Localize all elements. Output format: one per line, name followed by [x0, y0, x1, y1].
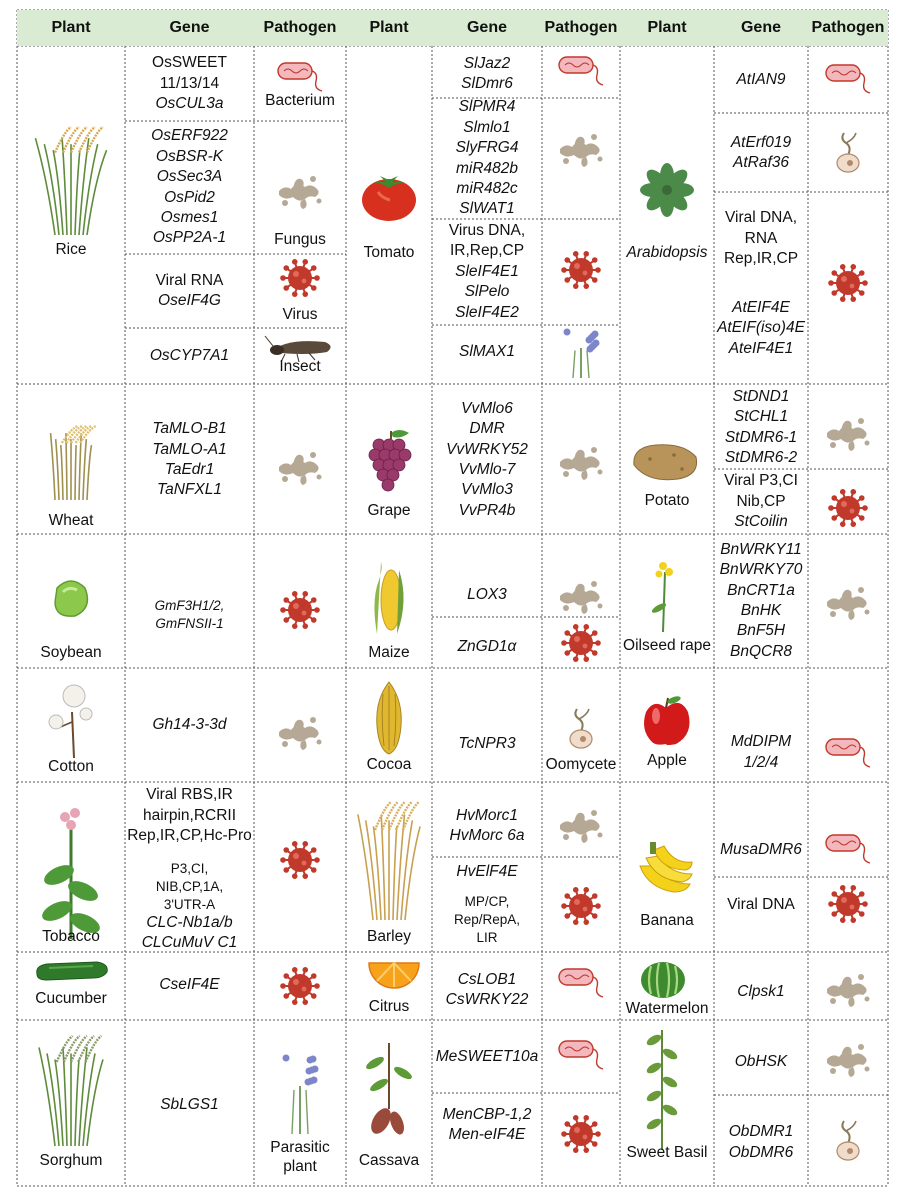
gene-name: Osmes1 — [160, 208, 219, 226]
gene-name: MP/CP, — [464, 894, 510, 910]
pathogen-label-insect: Insect — [279, 358, 321, 375]
pathogen-label-parasitic-plant: Parasitic plant — [270, 1139, 330, 1176]
gene-list-ara-virus-b — [714, 285, 808, 372]
gene-list-tom-bact — [432, 50, 542, 98]
gene-name: TcNPR3 — [458, 734, 516, 752]
gene-name: CsWRKY22 — [445, 991, 529, 1008]
plant-name-banana: Banana — [640, 912, 694, 929]
header-pathogen-3: Pathogen — [808, 10, 888, 46]
sorghum-icon — [35, 1034, 107, 1146]
gene-list-barley-virus-a — [432, 860, 542, 885]
gene-name: SlDmr6 — [461, 75, 513, 92]
gene-list-cassava-virus — [432, 1100, 542, 1150]
gene-name: CsLOB1 — [457, 970, 517, 988]
watermelon-icon — [639, 960, 687, 1000]
gene-name: StCoilin — [734, 513, 788, 531]
oomycete-icon — [563, 705, 599, 751]
gene-name: OseIF4G — [158, 292, 221, 309]
fungus-icon — [556, 129, 606, 171]
fungus-icon — [275, 171, 325, 213]
pathogen-label-fungus: Fungus — [274, 231, 326, 248]
gene-name: IR,Rep,CP — [449, 242, 525, 260]
gene-name: OsCUL3a — [155, 95, 224, 113]
gene-name: MusaDMR6 — [720, 840, 802, 858]
header-gene-2: Gene — [432, 10, 542, 46]
bacterium-icon — [824, 735, 872, 769]
wheat-icon — [48, 424, 94, 500]
plant-name-sorghum: Sorghum — [39, 1152, 103, 1169]
gene-list-watermelon — [714, 975, 808, 1010]
gene-list-banana-virus — [714, 890, 808, 920]
virus-icon — [280, 966, 320, 1006]
plant-name-tobacco: Tobacco — [42, 928, 100, 945]
gene-name: StDMR6-2 — [724, 448, 798, 466]
gene-list-ara-bact — [714, 60, 808, 100]
plant-name-potato: Potato — [644, 492, 690, 509]
gene-list-tom-fung — [432, 98, 542, 219]
gene-name: OsERF922 — [151, 127, 228, 145]
apple-icon — [640, 694, 692, 746]
fungus-icon — [275, 447, 325, 489]
bacterium-icon — [557, 53, 605, 87]
gene-name: TaEdr1 — [164, 461, 215, 478]
gene-name: StDMR6-1 — [724, 428, 798, 446]
sweet-basil-icon — [642, 1030, 682, 1150]
fungus-icon — [275, 712, 325, 754]
gene-list-cucumber — [125, 970, 254, 1000]
plant-name-rice: Rice — [55, 241, 87, 258]
gene-list-barley-virus-b — [432, 890, 542, 950]
bacterium-icon — [557, 965, 605, 999]
gene-name: BnWRKY11 — [720, 540, 802, 558]
gene-name: ObDMR6 — [728, 1143, 794, 1161]
oomycete-icon — [830, 129, 866, 175]
gene-name: BnQCR8 — [729, 642, 793, 660]
gene-name: Virus DNA, — [448, 221, 526, 239]
gene-name: GmF3H1/2, — [154, 598, 225, 614]
pathogen-label-oomycete: Oomycete — [545, 756, 617, 773]
gene-name: OsPP2A-1 — [152, 229, 227, 247]
gene-name: BnWRKY70 — [719, 561, 803, 579]
maize-icon — [369, 560, 409, 640]
gene-name: Rep,IR,CP,Hc-Pro — [127, 827, 252, 845]
gene-name: TaNFXL1 — [157, 481, 222, 499]
gene-name: AteIF4E1 — [728, 339, 794, 357]
gene-name: NIB,CP,1A, — [155, 879, 224, 895]
gene-list-basil-oomy — [714, 1110, 808, 1175]
gene-name: Rep/RepA, — [453, 912, 521, 928]
parasitic-plant-icon — [280, 1054, 320, 1134]
gene-list-potato-fung — [714, 387, 808, 466]
tobacco-icon — [41, 805, 101, 939]
oilseed-rape-icon — [649, 560, 679, 632]
plant-name-maize: Maize — [368, 644, 410, 661]
gene-name: Nib,CP — [736, 492, 786, 510]
plant-name-grape: Grape — [367, 502, 411, 519]
gene-name: DMR — [469, 420, 505, 438]
gene-name: OsPid2 — [164, 188, 215, 206]
gene-name: ZnGD1α — [457, 638, 517, 656]
virus-icon — [828, 884, 868, 924]
gene-name: BnHK — [740, 602, 782, 619]
gene-name: SlWAT1 — [459, 200, 515, 218]
parasitic-plant-icon — [561, 328, 601, 378]
gene-name: SlPelo — [464, 283, 510, 301]
plant-name-apple: Apple — [647, 752, 687, 769]
cocoa-icon — [373, 680, 405, 756]
gene-name: CLC-Nb1a/b — [146, 913, 233, 931]
gene-name: TaMLO-B1 — [152, 420, 227, 438]
plant-name-soybean: Soybean — [40, 644, 102, 661]
gene-list-rice-virus — [125, 254, 254, 328]
gene-name: Viral RBS,IR — [146, 786, 233, 804]
gene-name: SleIF4E1 — [455, 262, 519, 280]
gene-list-apple — [714, 730, 808, 775]
gene-name: VvMlo3 — [461, 481, 513, 499]
virus-icon — [280, 590, 320, 630]
gene-list-grape — [432, 395, 542, 525]
gene-name: BnCRT1a — [727, 581, 795, 599]
citrus-icon — [367, 959, 421, 993]
bacterium-icon — [824, 61, 872, 95]
header-pathogen-2: Pathogen — [542, 10, 620, 46]
gene-name: miR482b — [455, 159, 519, 177]
gene-name: SlMAX1 — [459, 343, 515, 361]
gene-name: AtIAN9 — [736, 70, 786, 88]
gene-list-tob-b — [125, 858, 254, 916]
gene-list-ara-oomy — [714, 118, 808, 188]
cucumber-icon — [33, 960, 109, 980]
plant-name-arabidopsis: Arabidopsis — [626, 244, 708, 261]
gene-name: VvMlo-7 — [458, 461, 516, 478]
gene-name: RNA — [744, 229, 778, 247]
gene-list-rice-bact — [125, 47, 254, 121]
gene-name: Viral DNA — [727, 895, 795, 913]
gene-name: 1/2/4 — [743, 753, 779, 771]
gene-name: OsSWEET — [152, 54, 227, 72]
fungus-icon — [823, 1039, 873, 1081]
plant-name-cocoa: Cocoa — [366, 756, 412, 773]
gene-name: OsCYP7A1 — [149, 346, 230, 364]
gene-name: MdDIPM — [730, 733, 792, 751]
plant-name-watermelon: Watermelon — [625, 1000, 709, 1017]
gene-name: LOX3 — [467, 585, 507, 603]
gene-name: Clpsk1 — [737, 983, 785, 1001]
gene-list-wheat — [125, 400, 254, 520]
virus-icon — [561, 250, 601, 290]
plant-name-sweet-basil: Sweet Basil — [626, 1144, 708, 1161]
gene-name: ObHSK — [734, 1053, 788, 1071]
rice-plant-icon — [31, 125, 111, 235]
oomycete-icon — [830, 1117, 866, 1163]
gene-name: GmFNSII-1 — [155, 616, 224, 631]
gene-name: HvMorc 6a — [449, 827, 525, 844]
header-gene-1: Gene — [125, 10, 254, 46]
gene-name: Viral DNA, — [724, 209, 798, 227]
gene-list-cotton — [125, 705, 254, 745]
barley-icon — [354, 800, 424, 920]
gene-list-tom-para — [432, 325, 542, 380]
grape-icon — [361, 425, 417, 495]
gene-name: VvPR4b — [458, 501, 516, 519]
gene-name: StCHL1 — [733, 408, 789, 426]
virus-icon — [280, 840, 320, 880]
gene-name: Slmlo1 — [463, 118, 511, 136]
gene-name: OsSec3A — [156, 168, 223, 186]
gene-list-potato-virus — [714, 474, 808, 530]
gene-list-banana-bact — [714, 830, 808, 870]
header-plant-2: Plant — [346, 10, 432, 46]
gene-list-tob-a — [125, 786, 254, 846]
gene-name: OsBSR-K — [155, 147, 224, 165]
potato-icon — [628, 441, 700, 483]
gene-name: miR482c — [456, 179, 518, 197]
cassava-icon — [359, 1033, 419, 1137]
gene-name: TaMLO-A1 — [152, 440, 227, 458]
gene-name: SlyFRG4 — [455, 139, 519, 157]
pathogen-label-virus: Virus — [282, 306, 318, 323]
fungus-icon — [823, 582, 873, 624]
gene-name: Men-eIF4E — [448, 1126, 526, 1143]
gene-name: ObDMR1 — [728, 1123, 794, 1141]
gene-name: LIR — [476, 929, 498, 945]
gene-name: StDND1 — [732, 387, 790, 405]
gene-list-tom-virus — [432, 219, 542, 325]
virus-icon — [561, 886, 601, 926]
gene-list-rice-fung — [125, 121, 254, 254]
gene-name: VvMlo6 — [461, 399, 513, 417]
gene-name: CLCuMuV C1 — [141, 934, 238, 951]
cotton-icon — [46, 682, 96, 758]
gene-list-rice-insect — [125, 328, 254, 384]
gene-list-maize-fung — [432, 575, 542, 615]
gene-name: AtErf019 — [730, 133, 792, 151]
fungus-icon — [556, 576, 606, 618]
bacterium-icon — [824, 831, 872, 865]
gene-name: MeSWEET10a — [435, 1048, 539, 1066]
gene-list-maize-virus — [432, 625, 542, 670]
fungus-icon — [823, 969, 873, 1011]
plant-name-citrus: Citrus — [368, 998, 410, 1015]
gene-name: VvWRKY52 — [446, 440, 528, 458]
plant-name-cassava: Cassava — [358, 1152, 420, 1169]
plant-name-barley: Barley — [367, 928, 411, 945]
fungus-icon — [823, 413, 873, 455]
gene-list-rape — [714, 538, 808, 664]
gene-name: CseIF4E — [159, 975, 220, 993]
tomato-icon — [360, 170, 418, 222]
gene-list-cocoa — [432, 728, 542, 760]
gene-name: MenCBP-1,2 — [442, 1105, 532, 1123]
pathogen-label-bacterium: Bacterium — [265, 92, 335, 109]
virus-icon — [828, 263, 868, 303]
gene-list-tob-c — [125, 914, 254, 952]
header-pathogen-1: Pathogen — [254, 10, 346, 46]
gene-list-ara-virus-a — [714, 198, 808, 280]
gene-name: Viral P3,CI — [724, 472, 798, 490]
gene-name: AtRaf36 — [732, 154, 789, 171]
gene-name: SlPMR4 — [458, 98, 516, 116]
banana-icon — [634, 836, 694, 896]
gene-name: P3,CI, — [170, 861, 209, 877]
fungus-icon — [556, 442, 606, 484]
gene-list-soybean — [125, 590, 254, 640]
gene-name: SleIF4E2 — [455, 303, 519, 321]
gene-name: hairpin,RCRII — [142, 806, 237, 824]
gene-name: Gh14-3-3d — [152, 715, 227, 733]
plant-name-oilseed-rape: Oilseed rape — [623, 637, 711, 654]
gene-name: 11/13/14 — [159, 74, 220, 92]
gene-list-barley-fung — [432, 800, 542, 852]
plant-name-cucumber: Cucumber — [35, 990, 107, 1007]
gene-list-cassava-bact — [432, 1040, 542, 1075]
header-gene-3: Gene — [714, 10, 808, 46]
gene-name: AtEIF4E — [732, 298, 790, 316]
arabidopsis-icon — [636, 160, 698, 220]
gene-name: Rep,IR,CP — [723, 250, 799, 268]
header-plant-1: Plant — [17, 10, 125, 46]
bacterium-icon — [557, 1037, 605, 1071]
plant-name-wheat: Wheat — [48, 512, 94, 529]
gene-list-sorghum — [125, 1090, 254, 1120]
virus-icon — [280, 258, 320, 298]
gene-name: HvElF4E — [456, 863, 518, 881]
gene-name: AtEIF(iso)4E — [717, 319, 805, 337]
virus-icon — [561, 623, 601, 663]
plant-name-cotton: Cotton — [48, 758, 94, 775]
plant-name-tomato: Tomato — [363, 244, 415, 261]
virus-icon — [561, 1114, 601, 1154]
gene-name: 3'UTR-A — [163, 896, 216, 912]
gene-name: HvMorc1 — [455, 806, 518, 824]
soybean-icon — [49, 578, 93, 618]
gene-name: Viral RNA — [155, 271, 224, 289]
fungus-icon — [556, 805, 606, 847]
gene-name: SbLGS1 — [160, 1095, 219, 1113]
virus-icon — [828, 488, 868, 528]
header-plant-3: Plant — [620, 10, 714, 46]
gene-list-basil-fung — [714, 1045, 808, 1080]
bacterium-icon — [276, 59, 324, 93]
gene-name: BnF5H — [736, 622, 786, 640]
gene-name: SlJaz2 — [463, 54, 511, 72]
gene-list-citrus — [432, 960, 542, 1020]
